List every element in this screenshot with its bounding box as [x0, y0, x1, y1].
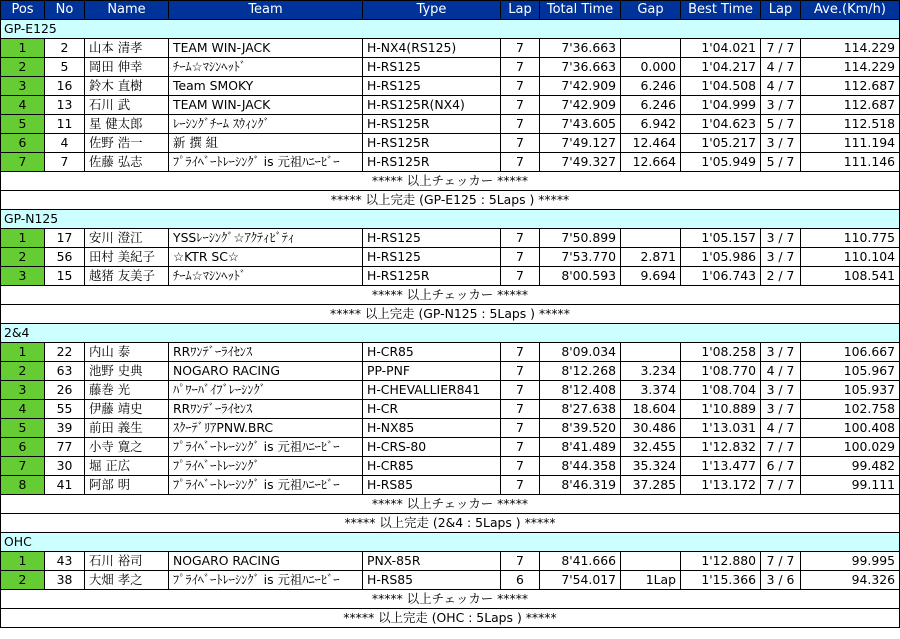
gap-cell: 37.285 [621, 476, 681, 495]
machine-type-cell: H-RS85 [363, 571, 501, 590]
gap-cell: 1Lap [621, 571, 681, 590]
average-speed-cell: 106.667 [801, 343, 900, 362]
best-time-cell: 1'05.157 [681, 229, 761, 248]
position-cell: 5 [1, 115, 45, 134]
laps-cell: 7 [501, 476, 540, 495]
best-time-cell: 1'08.770 [681, 362, 761, 381]
finish-note: ***** 以上完走 (2&4 : 5Laps ) ***** [1, 514, 900, 533]
class-name: 2&4 [1, 324, 900, 343]
average-speed-cell: 99.111 [801, 476, 900, 495]
team-cell: RRﾜﾝﾃﾞｰﾗｲｾﾝｽ [169, 400, 363, 419]
best-lap-cell: 4 / 7 [761, 77, 801, 96]
team-cell: ﾁｰﾑ☆ﾏｼﾝﾍｯﾄﾞ [169, 267, 363, 286]
machine-type-cell: H-NX4(RS125) [363, 39, 501, 58]
laps-cell: 6 [501, 571, 540, 590]
rider-name-cell: 藤巻 光 [85, 381, 169, 400]
average-speed-cell: 111.194 [801, 134, 900, 153]
position-cell: 2 [1, 571, 45, 590]
car-number-cell: 4 [45, 134, 85, 153]
total-time-cell: 7'50.899 [540, 229, 621, 248]
header-best-lap: Lap [761, 1, 801, 20]
laps-cell: 7 [501, 96, 540, 115]
position-cell: 6 [1, 438, 45, 457]
laps-cell: 7 [501, 39, 540, 58]
machine-type-cell: H-RS125R [363, 153, 501, 172]
machine-type-cell: PNX-85R [363, 552, 501, 571]
car-number-cell: 11 [45, 115, 85, 134]
gap-cell: 6.246 [621, 96, 681, 115]
team-cell: TEAM WIN-JACK [169, 96, 363, 115]
result-row [1, 381, 900, 400]
average-speed-cell: 112.687 [801, 96, 900, 115]
car-number-cell: 22 [45, 343, 85, 362]
machine-type-cell: H-RS125R [363, 115, 501, 134]
best-lap-cell: 3 / 7 [761, 96, 801, 115]
best-time-cell: 1'12.832 [681, 438, 761, 457]
total-time-cell: 8'09.034 [540, 343, 621, 362]
total-time-cell: 8'27.638 [540, 400, 621, 419]
result-row [1, 571, 900, 590]
rider-name-cell: 阿部 明 [85, 476, 169, 495]
result-row [1, 552, 900, 571]
average-speed-cell: 110.104 [801, 248, 900, 267]
best-time-cell: 1'04.508 [681, 77, 761, 96]
best-time-cell: 1'05.949 [681, 153, 761, 172]
best-lap-cell: 5 / 7 [761, 115, 801, 134]
team-cell: ﾌﾟﾗｲﾍﾞｰﾄﾚｰｼﾝｸﾞ is 元祖ﾊﾆｰﾋﾞｰ [169, 571, 363, 590]
position-cell: 2 [1, 362, 45, 381]
gap-cell: 12.464 [621, 134, 681, 153]
machine-type-cell: H-RS125 [363, 58, 501, 77]
position-cell: 2 [1, 58, 45, 77]
rider-name-cell: 安川 澄江 [85, 229, 169, 248]
gap-cell: 2.871 [621, 248, 681, 267]
result-row [1, 134, 900, 153]
rider-name-cell: 池野 史典 [85, 362, 169, 381]
team-cell: RRﾜﾝﾃﾞｰﾗｲｾﾝｽ [169, 343, 363, 362]
checker-note: ***** 以上チェッカー ***** [1, 590, 900, 609]
checker-row [1, 286, 900, 305]
laps-cell: 7 [501, 381, 540, 400]
rider-name-cell: 鈴木 直樹 [85, 77, 169, 96]
best-lap-cell: 2 / 7 [761, 267, 801, 286]
gap-cell: 30.486 [621, 419, 681, 438]
rider-name-cell: 堀 正広 [85, 457, 169, 476]
position-cell: 1 [1, 552, 45, 571]
best-lap-cell: 7 / 7 [761, 39, 801, 58]
position-cell: 3 [1, 77, 45, 96]
average-speed-cell: 102.758 [801, 400, 900, 419]
class-header-row [1, 20, 900, 39]
rider-name-cell: 伊藤 靖史 [85, 400, 169, 419]
machine-type-cell: H-RS125R(NX4) [363, 96, 501, 115]
result-row [1, 96, 900, 115]
finish-row [1, 305, 900, 324]
gap-cell: 35.324 [621, 457, 681, 476]
total-time-cell: 7'42.909 [540, 96, 621, 115]
laps-cell: 7 [501, 400, 540, 419]
total-time-cell: 7'36.663 [540, 39, 621, 58]
total-time-cell: 7'49.127 [540, 134, 621, 153]
position-cell: 4 [1, 400, 45, 419]
rider-name-cell: 佐藤 弘志 [85, 153, 169, 172]
laps-cell: 7 [501, 457, 540, 476]
best-time-cell: 1'04.021 [681, 39, 761, 58]
best-lap-cell: 4 / 7 [761, 58, 801, 77]
header-name: Name [85, 1, 169, 20]
rider-name-cell: 岡田 伸幸 [85, 58, 169, 77]
car-number-cell: 63 [45, 362, 85, 381]
car-number-cell: 56 [45, 248, 85, 267]
total-time-cell: 7'36.663 [540, 58, 621, 77]
laps-cell: 7 [501, 229, 540, 248]
laps-cell: 7 [501, 419, 540, 438]
result-row [1, 438, 900, 457]
laps-cell: 7 [501, 58, 540, 77]
result-row [1, 362, 900, 381]
best-lap-cell: 3 / 7 [761, 134, 801, 153]
average-speed-cell: 105.967 [801, 362, 900, 381]
header-lap: Lap [501, 1, 540, 20]
checker-note: ***** 以上チェッカー ***** [1, 286, 900, 305]
average-speed-cell: 108.541 [801, 267, 900, 286]
best-time-cell: 1'04.217 [681, 58, 761, 77]
laps-cell: 7 [501, 343, 540, 362]
average-speed-cell: 114.229 [801, 58, 900, 77]
gap-cell: 6.942 [621, 115, 681, 134]
class-name: GP-N125 [1, 210, 900, 229]
position-cell: 8 [1, 476, 45, 495]
total-time-cell: 7'49.327 [540, 153, 621, 172]
position-cell: 4 [1, 96, 45, 115]
rider-name-cell: 大畑 孝之 [85, 571, 169, 590]
machine-type-cell: H-CHEVALLIER841 [363, 381, 501, 400]
finish-row [1, 514, 900, 533]
laps-cell: 7 [501, 77, 540, 96]
best-lap-cell: 3 / 7 [761, 248, 801, 267]
result-row [1, 229, 900, 248]
best-time-cell: 1'06.743 [681, 267, 761, 286]
car-number-cell: 55 [45, 400, 85, 419]
gap-cell: 3.374 [621, 381, 681, 400]
best-time-cell: 1'08.704 [681, 381, 761, 400]
best-time-cell: 1'08.258 [681, 343, 761, 362]
rider-name-cell: 小寺 寛之 [85, 438, 169, 457]
total-time-cell: 8'44.358 [540, 457, 621, 476]
checker-note: ***** 以上チェッカー ***** [1, 495, 900, 514]
finish-note: ***** 以上完走 (GP-N125 : 5Laps ) ***** [1, 305, 900, 324]
team-cell: Team SMOKY [169, 77, 363, 96]
machine-type-cell: H-RS125 [363, 248, 501, 267]
header-team: Team [169, 1, 363, 20]
total-time-cell: 7'54.017 [540, 571, 621, 590]
header-total-time: Total Time [540, 1, 621, 20]
result-row [1, 419, 900, 438]
finish-note: ***** 以上完走 (OHC : 5Laps ) ***** [1, 609, 900, 628]
car-number-cell: 41 [45, 476, 85, 495]
finish-row [1, 191, 900, 210]
laps-cell: 7 [501, 362, 540, 381]
team-cell: TEAM WIN-JACK [169, 39, 363, 58]
gap-cell: 6.246 [621, 77, 681, 96]
finish-note: ***** 以上完走 (GP-E125 : 5Laps ) ***** [1, 191, 900, 210]
best-lap-cell: 4 / 7 [761, 419, 801, 438]
car-number-cell: 17 [45, 229, 85, 248]
result-row [1, 58, 900, 77]
header-no: No [45, 1, 85, 20]
team-cell: 新 撰 組 [169, 134, 363, 153]
best-lap-cell: 3 / 7 [761, 229, 801, 248]
laps-cell: 7 [501, 115, 540, 134]
position-cell: 5 [1, 419, 45, 438]
average-speed-cell: 99.482 [801, 457, 900, 476]
checker-note: ***** 以上チェッカー ***** [1, 172, 900, 191]
team-cell: NOGARO RACING [169, 362, 363, 381]
result-row [1, 457, 900, 476]
best-time-cell: 1'13.172 [681, 476, 761, 495]
gap-cell [621, 39, 681, 58]
laps-cell: 7 [501, 438, 540, 457]
machine-type-cell: H-RS125R [363, 134, 501, 153]
machine-type-cell: H-CR85 [363, 457, 501, 476]
car-number-cell: 15 [45, 267, 85, 286]
total-time-cell: 8'12.268 [540, 362, 621, 381]
rider-name-cell: 石川 裕司 [85, 552, 169, 571]
result-row [1, 115, 900, 134]
team-cell: ☆KTR SC☆ [169, 248, 363, 267]
car-number-cell: 39 [45, 419, 85, 438]
results-body [1, 20, 900, 628]
best-time-cell: 1'13.477 [681, 457, 761, 476]
car-number-cell: 7 [45, 153, 85, 172]
rider-name-cell: 前田 義生 [85, 419, 169, 438]
gap-cell: 9.694 [621, 267, 681, 286]
best-lap-cell: 4 / 7 [761, 362, 801, 381]
average-speed-cell: 105.937 [801, 381, 900, 400]
car-number-cell: 38 [45, 571, 85, 590]
gap-cell: 32.455 [621, 438, 681, 457]
result-row [1, 39, 900, 58]
team-cell: ｽｸｰﾃﾞﾘｱPNW.BRC [169, 419, 363, 438]
total-time-cell: 7'42.909 [540, 77, 621, 96]
average-speed-cell: 114.229 [801, 39, 900, 58]
machine-type-cell: H-RS125R [363, 267, 501, 286]
team-cell: ﾊﾟﾜｰﾊﾞｲﾌﾞﾚｰｼﾝｸﾞ [169, 381, 363, 400]
position-cell: 1 [1, 39, 45, 58]
position-cell: 3 [1, 267, 45, 286]
position-cell: 1 [1, 229, 45, 248]
best-time-cell: 1'10.889 [681, 400, 761, 419]
car-number-cell: 5 [45, 58, 85, 77]
average-speed-cell: 112.687 [801, 77, 900, 96]
total-time-cell: 8'46.319 [540, 476, 621, 495]
team-cell: ﾁｰﾑ☆ﾏｼﾝﾍｯﾄﾞ [169, 58, 363, 77]
gap-cell [621, 229, 681, 248]
position-cell: 2 [1, 248, 45, 267]
result-row [1, 153, 900, 172]
rider-name-cell: 山本 清孝 [85, 39, 169, 58]
laps-cell: 7 [501, 267, 540, 286]
header-pos: Pos [1, 1, 45, 20]
machine-type-cell: H-CRS-80 [363, 438, 501, 457]
car-number-cell: 77 [45, 438, 85, 457]
average-speed-cell: 100.029 [801, 438, 900, 457]
car-number-cell: 13 [45, 96, 85, 115]
position-cell: 7 [1, 457, 45, 476]
result-row [1, 476, 900, 495]
gap-cell [621, 343, 681, 362]
checker-row [1, 172, 900, 191]
checker-row [1, 495, 900, 514]
header-average-speed: Ave.(Km/h) [801, 1, 900, 20]
header-row [1, 1, 900, 20]
result-row [1, 77, 900, 96]
best-lap-cell: 3 / 6 [761, 571, 801, 590]
rider-name-cell: 佐野 浩一 [85, 134, 169, 153]
gap-cell: 12.664 [621, 153, 681, 172]
class-header-row [1, 324, 900, 343]
position-cell: 1 [1, 343, 45, 362]
machine-type-cell: H-CR [363, 400, 501, 419]
machine-type-cell: H-CR85 [363, 343, 501, 362]
header-type: Type [363, 1, 501, 20]
machine-type-cell: H-NX85 [363, 419, 501, 438]
header-best-time: Best Time [681, 1, 761, 20]
total-time-cell: 8'41.489 [540, 438, 621, 457]
result-row [1, 248, 900, 267]
team-cell: ﾌﾟﾗｲﾍﾞｰﾄﾚｰｼﾝｸﾞ is 元祖ﾊﾆｰﾋﾞｰ [169, 476, 363, 495]
car-number-cell: 2 [45, 39, 85, 58]
rider-name-cell: 星 健太郎 [85, 115, 169, 134]
total-time-cell: 7'53.770 [540, 248, 621, 267]
best-time-cell: 1'12.880 [681, 552, 761, 571]
best-time-cell: 1'15.366 [681, 571, 761, 590]
best-lap-cell: 7 / 7 [761, 552, 801, 571]
rider-name-cell: 内山 泰 [85, 343, 169, 362]
car-number-cell: 43 [45, 552, 85, 571]
average-speed-cell: 99.995 [801, 552, 900, 571]
checker-row [1, 590, 900, 609]
best-lap-cell: 5 / 7 [761, 153, 801, 172]
average-speed-cell: 111.146 [801, 153, 900, 172]
team-cell: NOGARO RACING [169, 552, 363, 571]
best-lap-cell: 3 / 7 [761, 400, 801, 419]
gap-cell: 0.000 [621, 58, 681, 77]
laps-cell: 7 [501, 153, 540, 172]
position-cell: 6 [1, 134, 45, 153]
result-row [1, 400, 900, 419]
rider-name-cell: 田村 美紀子 [85, 248, 169, 267]
team-cell: ﾌﾟﾗｲﾍﾞｰﾄﾚｰｼﾝｸﾞ is 元祖ﾊﾆｰﾋﾞｰ [169, 438, 363, 457]
best-lap-cell: 3 / 7 [761, 381, 801, 400]
laps-cell: 7 [501, 248, 540, 267]
laps-cell: 7 [501, 552, 540, 571]
class-header-row [1, 210, 900, 229]
average-speed-cell: 100.408 [801, 419, 900, 438]
rider-name-cell: 越猪 友美子 [85, 267, 169, 286]
best-lap-cell: 7 / 7 [761, 476, 801, 495]
result-row [1, 267, 900, 286]
team-cell: ﾌﾟﾗｲﾍﾞｰﾄﾚｰｼﾝｸﾞ [169, 457, 363, 476]
position-cell: 7 [1, 153, 45, 172]
machine-type-cell: H-RS125 [363, 229, 501, 248]
machine-type-cell: H-RS85 [363, 476, 501, 495]
best-lap-cell: 6 / 7 [761, 457, 801, 476]
rider-name-cell: 石川 武 [85, 96, 169, 115]
best-time-cell: 1'04.999 [681, 96, 761, 115]
best-time-cell: 1'05.217 [681, 134, 761, 153]
class-name: OHC [1, 533, 900, 552]
total-time-cell: 8'41.666 [540, 552, 621, 571]
total-time-cell: 7'43.605 [540, 115, 621, 134]
team-cell: ﾚｰｼﾝｸﾞﾁｰﾑ ｽｳｨﾝｸﾞ [169, 115, 363, 134]
average-speed-cell: 112.518 [801, 115, 900, 134]
average-speed-cell: 94.326 [801, 571, 900, 590]
class-header-row [1, 533, 900, 552]
best-lap-cell: 3 / 7 [761, 343, 801, 362]
class-name: GP-E125 [1, 20, 900, 39]
car-number-cell: 16 [45, 77, 85, 96]
finish-row [1, 609, 900, 628]
best-time-cell: 1'05.986 [681, 248, 761, 267]
total-time-cell: 8'39.520 [540, 419, 621, 438]
best-time-cell: 1'13.031 [681, 419, 761, 438]
team-cell: ﾌﾟﾗｲﾍﾞｰﾄﾚｰｼﾝｸﾞ is 元祖ﾊﾆｰﾋﾞｰ [169, 153, 363, 172]
average-speed-cell: 110.775 [801, 229, 900, 248]
laps-cell: 7 [501, 134, 540, 153]
machine-type-cell: PP-PNF [363, 362, 501, 381]
best-time-cell: 1'04.623 [681, 115, 761, 134]
total-time-cell: 8'12.408 [540, 381, 621, 400]
result-row [1, 343, 900, 362]
total-time-cell: 8'00.593 [540, 267, 621, 286]
team-cell: YSSﾚｰｼﾝｸﾞ☆ｱｸﾃｨﾋﾞﾃｨ [169, 229, 363, 248]
car-number-cell: 26 [45, 381, 85, 400]
position-cell: 3 [1, 381, 45, 400]
best-lap-cell: 7 / 7 [761, 438, 801, 457]
car-number-cell: 30 [45, 457, 85, 476]
gap-cell: 18.604 [621, 400, 681, 419]
gap-cell [621, 552, 681, 571]
header-gap: Gap [621, 1, 681, 20]
gap-cell: 3.234 [621, 362, 681, 381]
machine-type-cell: H-RS125 [363, 77, 501, 96]
